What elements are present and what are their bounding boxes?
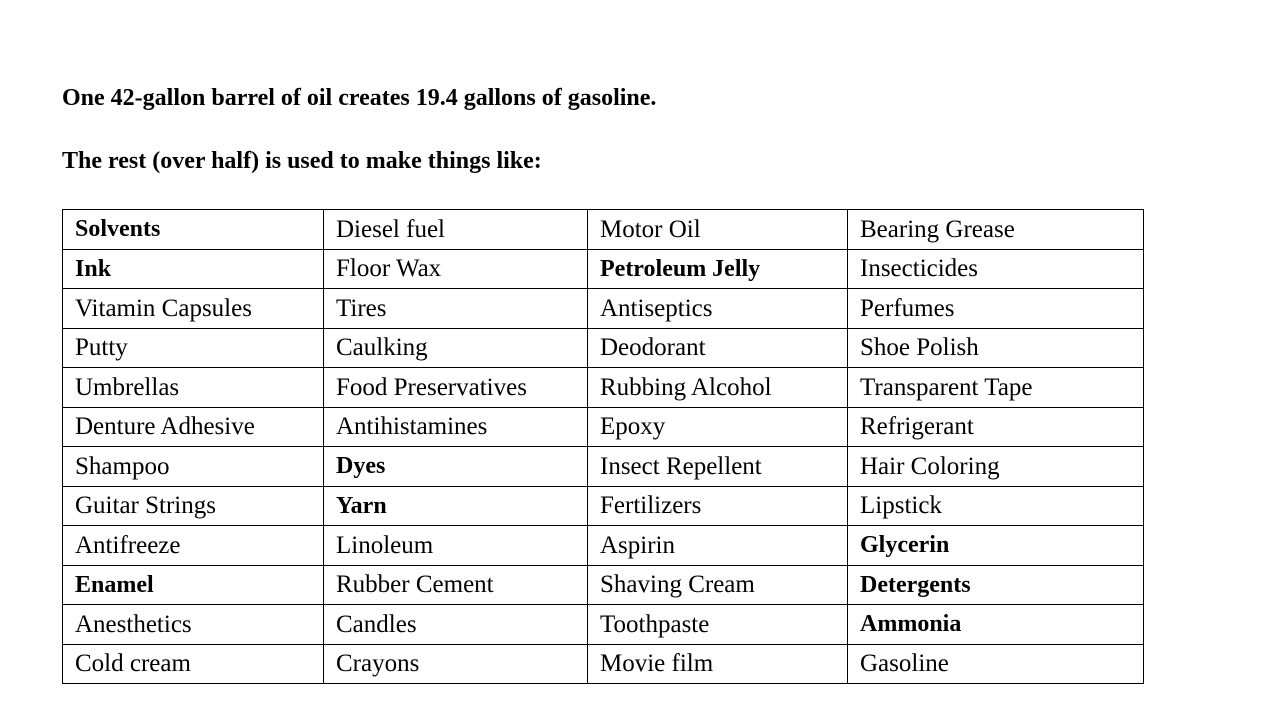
table-cell: Floor Wax	[324, 249, 588, 289]
table-cell: Ink	[63, 249, 324, 289]
table-cell: Anesthetics	[63, 605, 324, 645]
products-table	[62, 209, 1144, 684]
table-cell: Glycerin	[848, 526, 1144, 566]
table-row	[63, 644, 1144, 684]
table-cell: Bearing Grease	[848, 210, 1144, 250]
table-cell: Detergents	[848, 565, 1144, 605]
table-cell: Fertilizers	[588, 486, 848, 526]
table-cell: Gasoline	[848, 644, 1144, 684]
table-cell: Petroleum Jelly	[588, 249, 848, 289]
table-cell: Antifreeze	[63, 526, 324, 566]
table-cell: Solvents	[63, 210, 324, 250]
table-row	[63, 289, 1144, 329]
table-cell: Motor Oil	[588, 210, 848, 250]
table-row	[63, 407, 1144, 447]
table-cell: Diesel fuel	[324, 210, 588, 250]
table-cell: Food Preservatives	[324, 368, 588, 408]
table-row	[63, 605, 1144, 645]
table-cell: Crayons	[324, 644, 588, 684]
table-cell: Yarn	[324, 486, 588, 526]
table-cell: Candles	[324, 605, 588, 645]
table-cell: Rubber Cement	[324, 565, 588, 605]
table-cell: Caulking	[324, 328, 588, 368]
table-cell: Transparent Tape	[848, 368, 1144, 408]
table-cell: Antihistamines	[324, 407, 588, 447]
table-cell: Shampoo	[63, 447, 324, 487]
table-row	[63, 526, 1144, 566]
table-cell: Umbrellas	[63, 368, 324, 408]
subheadline: The rest (over half) is used to make things like:	[62, 148, 542, 174]
table-cell: Tires	[324, 289, 588, 329]
table-cell: Putty	[63, 328, 324, 368]
table-cell: Guitar Strings	[63, 486, 324, 526]
table-cell: Insect Repellent	[588, 447, 848, 487]
table-row	[63, 249, 1144, 289]
table-cell: Denture Adhesive	[63, 407, 324, 447]
table-cell: Shoe Polish	[848, 328, 1144, 368]
table-cell: Vitamin Capsules	[63, 289, 324, 329]
table-cell: Ammonia	[848, 605, 1144, 645]
table-row	[63, 486, 1144, 526]
table-cell: Rubbing Alcohol	[588, 368, 848, 408]
table-cell: Cold cream	[63, 644, 324, 684]
table-row	[63, 328, 1144, 368]
table-cell: Lipstick	[848, 486, 1144, 526]
table-cell: Aspirin	[588, 526, 848, 566]
table-cell: Epoxy	[588, 407, 848, 447]
table-row	[63, 368, 1144, 408]
table-cell: Deodorant	[588, 328, 848, 368]
table-row	[63, 210, 1144, 250]
table-cell: Insecticides	[848, 249, 1144, 289]
table-cell: Dyes	[324, 447, 588, 487]
table-cell: Linoleum	[324, 526, 588, 566]
table-cell: Hair Coloring	[848, 447, 1144, 487]
table-cell: Movie film	[588, 644, 848, 684]
headline: One 42-gallon barrel of oil creates 19.4 gallons of gasoline.	[62, 85, 657, 111]
table-row	[63, 565, 1144, 605]
table-cell: Toothpaste	[588, 605, 848, 645]
table-row	[63, 447, 1144, 487]
table-cell: Antiseptics	[588, 289, 848, 329]
table-cell: Refrigerant	[848, 407, 1144, 447]
products-table-body	[63, 210, 1144, 684]
table-cell: Enamel	[63, 565, 324, 605]
table-cell: Shaving Cream	[588, 565, 848, 605]
table-cell: Perfumes	[848, 289, 1144, 329]
